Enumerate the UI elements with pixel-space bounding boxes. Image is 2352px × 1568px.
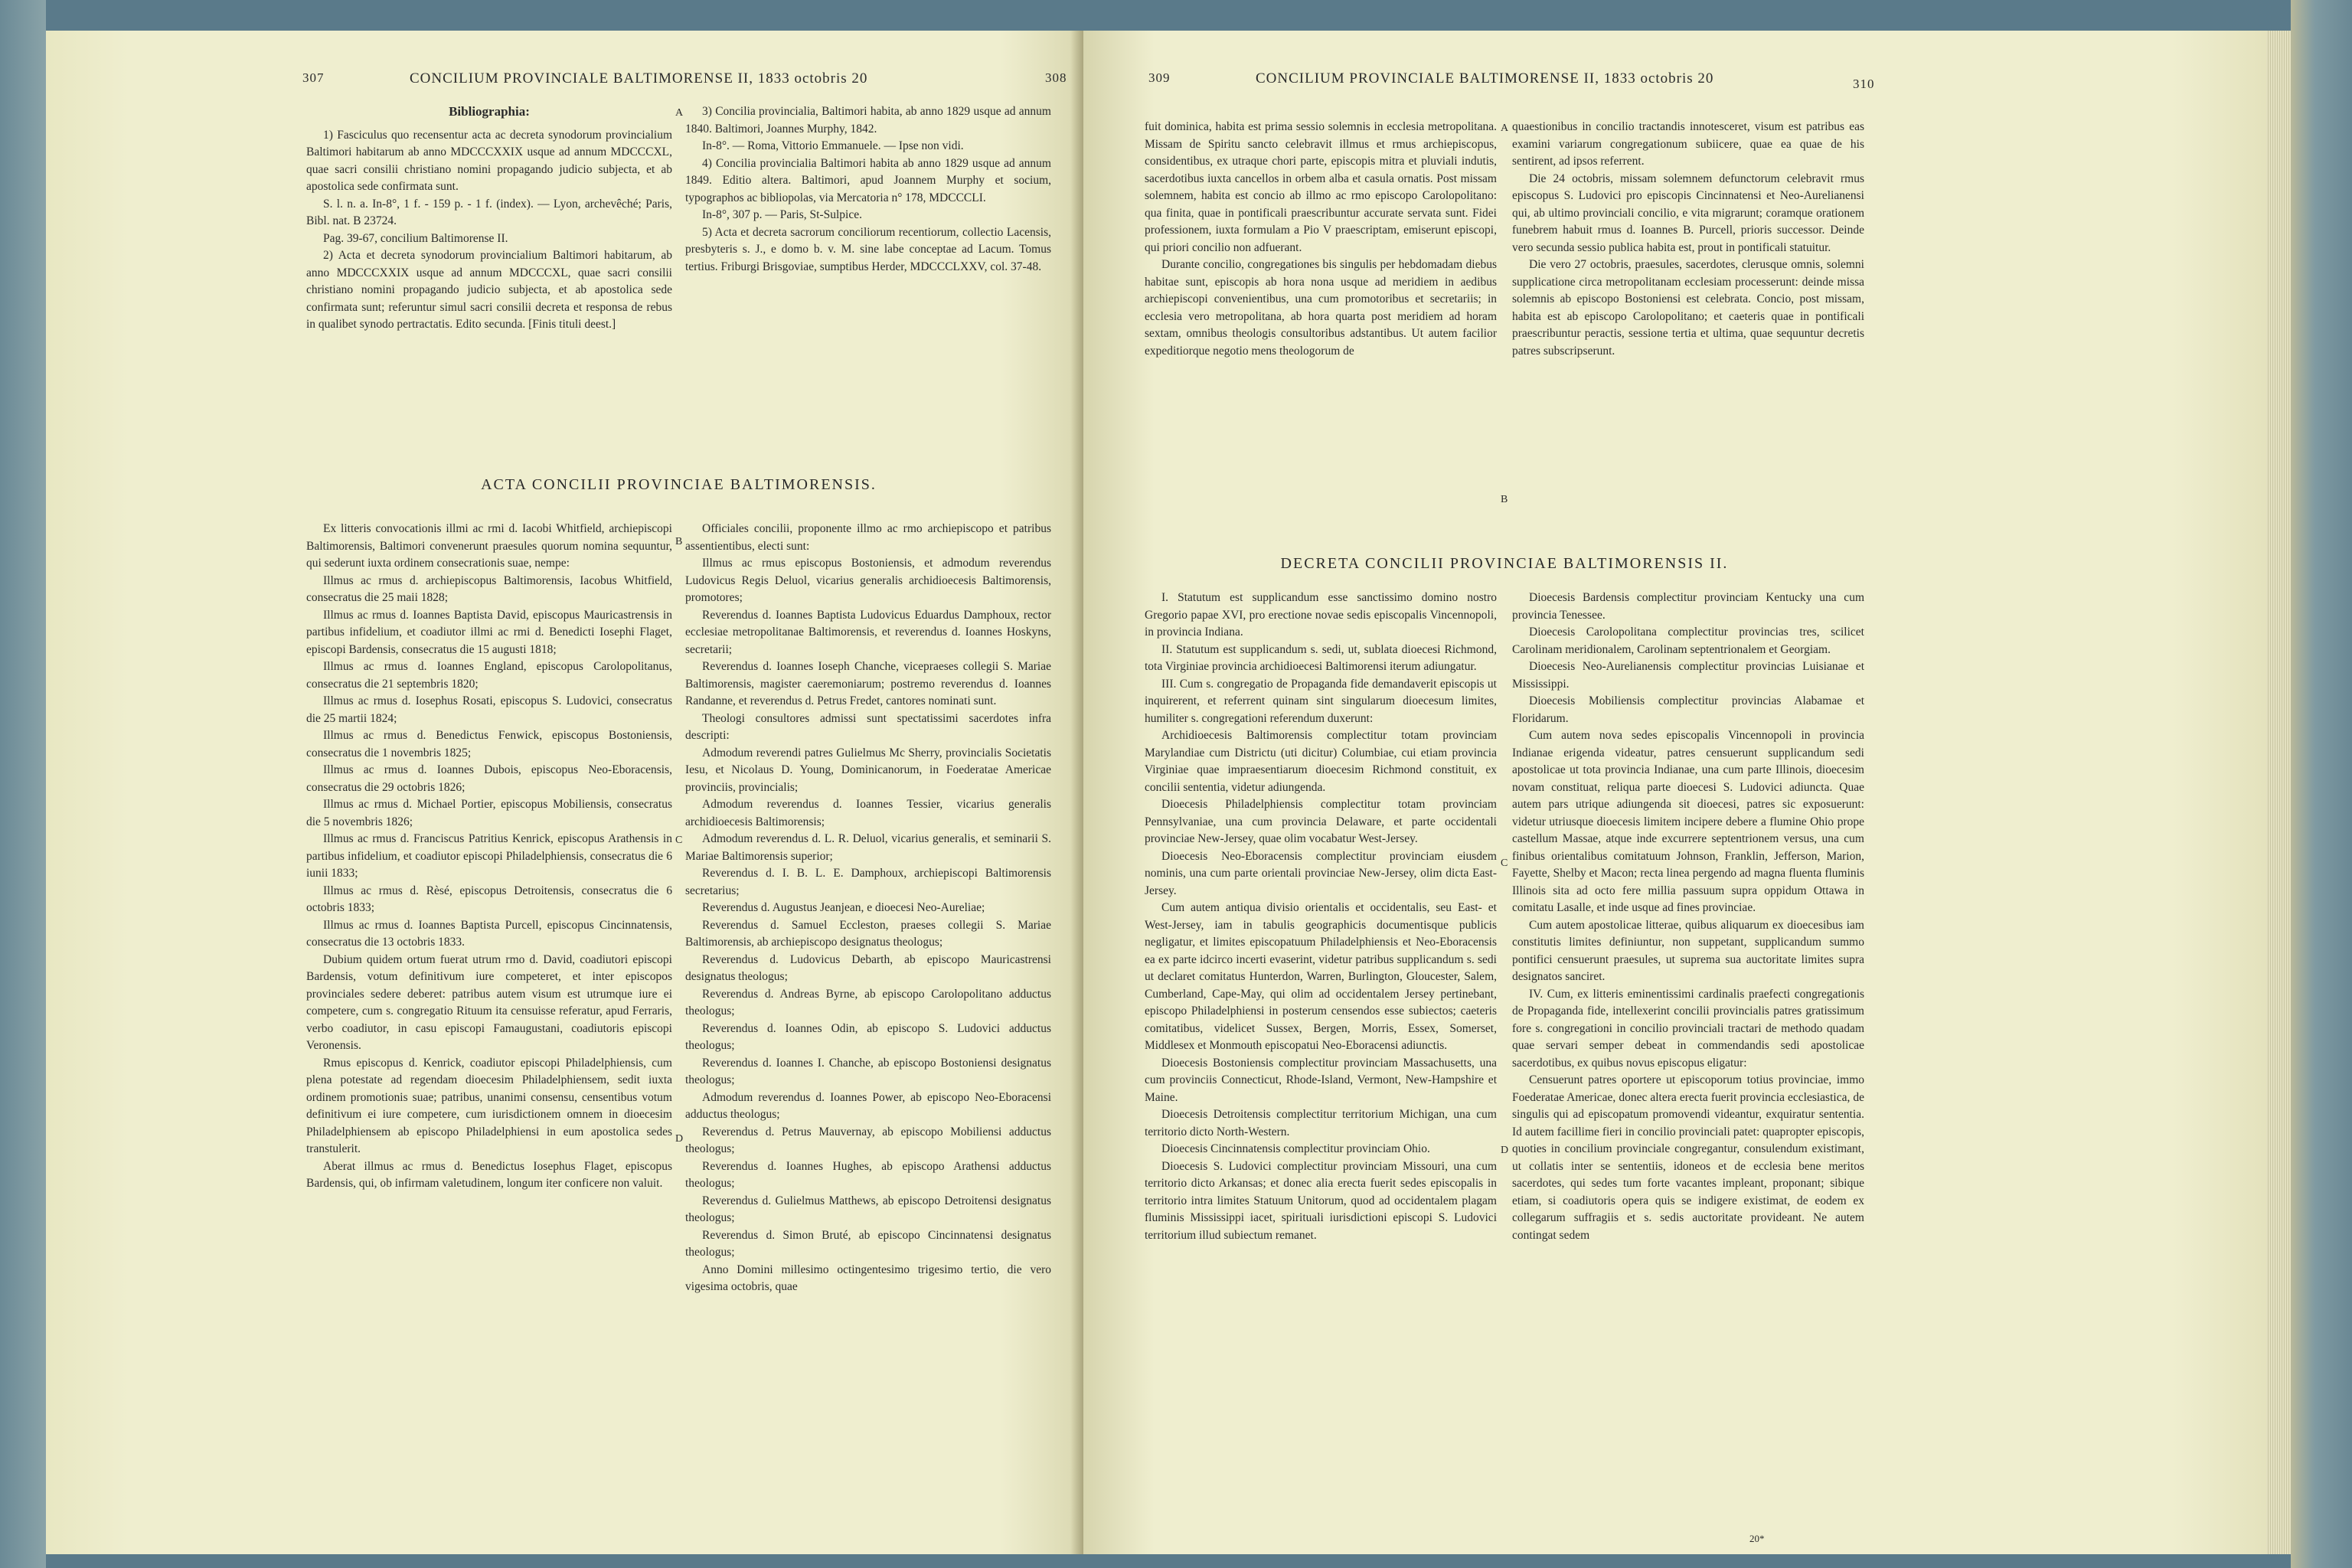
acta-paragraph: Admodum reverendi patres Gulielmus Mc Sherry, provincialis Societatis Iesu, et Nicolaus D. Young, Dominicanorum, in Foederatae Americae provinciis, provincialis; [685, 746, 1051, 794]
acta-column-1 [306, 521, 672, 1193]
margin-marker-a: A [1501, 122, 1509, 134]
decreta-column-1 [1145, 590, 1497, 1244]
session-column-1 [1145, 119, 1497, 360]
session-paragraph: Durante concilio, congregationes bis singulis per hebdomadam diebus habitae sunt, episcopis ab hora nona usque ad meridiem in aedibus archiepiscopi convenientibus, una cum promotoribus et secretariis; in ecclesia vero metropolitana, ab hora quarta post meridiem ad horam sextam, omnibus theologis consultoribus adstantibus. Ut autem facilior expeditiorque negotio mens theologorum de [1145, 258, 1497, 358]
session-paragraph: quaestionibus in concilio tractandis innotesceret, visum est patribus eas examini variarum congregationum subiicere, quae ea quae de his sentirent, ad ipsos referrent. [1512, 120, 1864, 168]
acta-paragraph: Reverendus d. Andreas Byrne, ab episcopo Carolopolitano adductus theologus; [685, 987, 1051, 1018]
acta-title: ACTA CONCILII PROVINCIAE BALTIMORENSIS. [481, 476, 877, 493]
decreta-paragraph: II. Statutum est supplicandum s. sedi, ut, sublata dioecesi Richmond, tota Virginiae provincia archidioecesi Baltimorensi iterum adiungatur. [1145, 642, 1497, 673]
margin-marker-c: C [675, 835, 683, 846]
decreta-paragraph: III. Cum s. congregatio de Propaganda fide demandaverit episcopis ut inquirerent, et referrent quinam sint singularum dioecesum limites, humiliter s. congregationi referendum duxerunt: [1145, 677, 1497, 725]
bibliography-column-2 [685, 103, 1051, 276]
acta-paragraph: Reverendus d. Ludovicus Debarth, ab episcopo Mauricastrensi designatus theologus; [685, 952, 1051, 983]
left-page [46, 31, 1083, 1554]
biblio-entry: Pag. 39-67, concilium Baltimorense II. [323, 231, 508, 245]
right-page [1083, 31, 2266, 1554]
background-left [0, 0, 46, 1568]
acta-paragraph: Theologi consultores admissi sunt spectatissimi sacerdotes infra descripti: [685, 711, 1051, 742]
bibliography-column-1 [306, 103, 672, 334]
acta-paragraph: Reverendus d. Ioannes Hughes, ab episcopo Arathensi adductus theologus; [685, 1159, 1051, 1190]
page-number-309: 309 [1148, 70, 1171, 85]
acta-paragraph: Reverendus d. Samuel Eccleston, praeses collegii S. Mariae Baltimorensis, ab archiepiscopo designatus theologus; [685, 918, 1051, 949]
acta-paragraph: Anno Domini millesimo octingentesimo trigesimo tertio, die vero vigesima octobris, quae [685, 1263, 1051, 1293]
acta-paragraph: Reverendus d. Simon Bruté, ab episcopo Cincinnatensi designatus theologus; [685, 1228, 1051, 1259]
decreta-paragraph: I. Statutum est supplicandum esse sanctissimo domino nostro Gregorio papae XVI, pro erectione novae sedis episcopalis Vincennopoli, in provincia Indiana. [1145, 591, 1497, 639]
margin-marker-d: D [675, 1133, 684, 1145]
session-paragraph: fuit dominica, habita est prima sessio solemnis in ecclesia metropolitana. Missam de Spiritu sancto celebravit illmus et rmus archiepiscopus, considentibus, ex utraque chori parte, episcopis mitra et pluviali indutis, sacerdotibus iuxta cancellos in orbem alba et casula ornatis. Post missam solemnem, habita est concio ab illmo ac rmo episcopo Carolopolitano: qua finita, quae in pontificali praescribuntur accurate servata sunt. Fidei professionem, iuxta formulam a Pio V praescriptam, emiserunt episcopi, qui priori concilio non adfuerant. [1145, 120, 1497, 254]
bibliography-heading: Bibliographia: [449, 104, 530, 119]
decreta-paragraph: Dioecesis Cincinnatensis complectitur provinciam Ohio. [1161, 1142, 1430, 1155]
acta-paragraph: Illmus ac rmus episcopus Bostoniensis, et admodum reverendus Ludovicus Regis Deluol, vicarius generalis archidioecesis Baltimorensis, promotores; [685, 557, 1051, 604]
acta-paragraph: Illmus ac rmus d. Ioannes Dubois, episcopus Neo-Eboracensis, consecratus die 29 octobris 1826; [306, 763, 672, 794]
decreta-column-2 [1512, 590, 1864, 1244]
acta-paragraph: Reverendus d. Ioannes Odin, ab episcopo S. Ludovici adductus theologus; [685, 1021, 1051, 1052]
decreta-paragraph: Dioecesis Carolopolitana complectitur provincias tres, scilicet Carolinam meridionalem, Carolinam septentrionalem et Georgiam. [1512, 626, 1864, 656]
decreta-paragraph: Censuerunt patres oportere ut episcoporum totius provinciae, immo Foederatae Americae, donec altera erecta fuerit provincia ecclesiastica, de singulis qui ad episcopatum promovendi videantur, exquiratur sententia. Id autem facillime fieri in concilio provinciali patet: quapropter episcopis, quoties in concilium provinciale congregantur, consulendum existimant, ut collatis inter se sententiis, idoneos et de ecclesia bene meritos sacerdotes, qui sedes tum forte vacantes impleant, proponant; sibique etiam, si coadiutoris opera quis se indigere existimat, de eodem ex collegarum suffragiis et s. sedis auctoritate provideant. Ne autem contingat sedem [1512, 1073, 1864, 1242]
acta-paragraph: Reverendus d. I. B. L. E. Damphoux, archiepiscopi Baltimorensis secretarius; [685, 867, 1051, 897]
acta-paragraph: Admodum reverendus d. Ioannes Tessier, vicarius generalis archidioecesis Baltimorensis; [685, 798, 1051, 828]
biblio-entry: S. l. n. a. In-8°, 1 f. - 159 p. - 1 f. (index). — Lyon, archevêché; Paris, Bibl. nat. B 23724. [306, 197, 672, 227]
acta-paragraph: Illmus ac rmus d. Rèsé, episcopus Detroitensis, consecratus die 6 octobris 1833; [306, 884, 672, 914]
margin-marker-b: B [675, 536, 683, 547]
left-running-head: CONCILIUM PROVINCIALE BALTIMORENSE II, 1833 octobris 20 [410, 70, 868, 87]
acta-paragraph: Admodum reverendus d. Ioannes Power, ab episcopo Neo-Eboracensi adductus theologus; [685, 1090, 1051, 1121]
acta-paragraph: Officiales concilii, proponente illmo ac rmo archiepiscopo et patribus assentientibus, electi sunt: [685, 522, 1051, 553]
acta-paragraph: Ex litteris convocationis illmi ac rmi d. Iacobi Whitfield, archiepiscopi Baltimorensis, Baltimori convenerunt praesules quorum nomina sequuntur, qui sederunt iuxta ordinem consecrationis suae, nempe: [306, 522, 672, 570]
page-number-308: 308 [1045, 70, 1067, 85]
acta-paragraph: Illmus ac rmus d. Ioannes England, episcopus Carolopolitanus, consecratus die 21 septembris 1820; [306, 660, 672, 691]
right-running-head: CONCILIUM PROVINCIALE BALTIMORENSE II, 1833 octobris 20 [1256, 70, 1714, 87]
session-column-2 [1512, 119, 1864, 360]
session-paragraph: Die vero 27 octobris, praesules, sacerdotes, clerusque omnis, solemni supplicatione circa metropolitanam ecclesiam processerunt: deinde missa solemnis ab episcopo Bostoniensi est celebrata. Concio, post missam, habita est ab episcopo Carolopolitano; et caeteris quae in pontificali praescribuntur peractis, sessione tertia et ultima, quae sequuntur decretis patres subscripserunt. [1512, 258, 1864, 358]
decreta-paragraph: Cum autem antiqua divisio orientalis et occidentalis, seu East- et West-Jersey, iam in tabulis geographicis documentisque publicis negligatur, et limites episcopatuum Philadelphiensis et Neo-Eboracensis ea ex parte idcirco incerti evaserint, videtur patribus supplicandum s. sedi ut declaret comitatus Hunterdon, Warren, Burlington, Gloucester, Salem, Cumberland, Cape-May, qui olim ad occidentalem Jersey pertinebant, episcopo Philadelphiensi in posterum censendos esse subiectos; caeteris comitatibus, videlicet Sussex, Bergen, Morris, Essex, Somerset, Middlesex et Monmouth episcopatui Neo-Eboracensi adiunctis. [1145, 901, 1497, 1052]
decreta-paragraph: Archidioecesis Baltimorensis complectitur totam provinciam Marylandiae cum Districtu (uti dicitur) Columbiae, cui etiam provincia Virginiae quae impraesentiarum dioecesim Richmond constituit, ex concilii sententia, videtur adiungenda. [1145, 729, 1497, 794]
decreta-paragraph: Dioecesis Philadelphiensis complectitur totam provinciam Pennsylvaniae, una cum provincia Delaware, et parte occidentali provinciae New-Jersey, quae olim vocabatur West-Jersey. [1145, 798, 1497, 845]
biblio-entry: 4) Concilia provincialia Baltimori habita ab anno 1829 usque ad annum 1849. Editio altera. Baltimori, apud Joannem Murphy et socium, typographos ac bibliopolas, via Mercatoria n° 178, MDCCCLI. [685, 156, 1051, 204]
acta-paragraph: Reverendus d. Ioannes I. Chanche, ab episcopo Bostoniensi designatus theologus; [685, 1056, 1051, 1086]
acta-paragraph: Reverendus d. Petrus Mauvernay, ab episcopo Mobiliensi adductus theologus; [685, 1125, 1051, 1155]
biblio-entry: In-8°, 307 p. — Paris, St-Sulpice. [702, 208, 862, 221]
decreta-paragraph: Dioecesis Bostoniensis complectitur provinciam Massachusetts, una cum provinciis Connecticut, Rhode-Island, Vermont, New-Hampshire et Maine. [1145, 1056, 1497, 1104]
biblio-entry: 1) Fasciculus quo recensentur acta ac decreta synodorum provincialium Baltimori habitarum ab anno MDCCCXXIX usque ad annum MDCCCXL, quae sacri consilii christiano nomini propagando judicio subjecta, et ab apostolica sede confirmata sunt. [306, 128, 672, 193]
biblio-entry: 3) Concilia provincialia, Baltimori habita, ab anno 1829 usque ad annum 1840. Baltimori, Joannes Murphy, 1842. [685, 105, 1051, 136]
biblio-entry: In-8°. — Roma, Vittorio Emmanuele. — Ipse non vidi. [702, 139, 964, 152]
decreta-paragraph: Dioecesis S. Ludovici complectitur provinciam Missouri, una cum territorio dicto Arkansas; et donec alia erecta fuerit sedes episcopalis in territorio intra limites Statuum Unitorum, quod ad occidentalem plagam fluminis Mississippi iacet, spirituali iurisdictioni episcopi S. Ludovici territorium illud subiectum remanet. [1145, 1159, 1497, 1242]
acta-paragraph: Admodum reverendus d. L. R. Deluol, vicarius generalis, et seminarii S. Mariae Baltimorensis superior; [685, 832, 1051, 863]
signature-mark: 20* [1749, 1533, 1765, 1544]
acta-paragraph: Reverendus d. Augustus Jeanjean, e dioecesi Neo-Aureliae; [702, 901, 985, 914]
margin-marker-b: B [1501, 494, 1508, 505]
acta-column-2 [685, 521, 1051, 1296]
decreta-paragraph: Cum autem apostolicae litterae, quibus aliquarum ex dioecesibus iam constitutis limites definiuntur, non suppetant, supplicandum summo pontifici censuerunt praesules, ut suprema sua auctoritate limites supra designatos sanciret. [1512, 918, 1864, 983]
margin-marker-a: A [675, 107, 684, 119]
acta-paragraph: Illmus ac rmus d. archiepiscopus Baltimorensis, Iacobus Whitfield, consecratus die 25 maii 1828; [306, 573, 672, 604]
biblio-entry: 2) Acta et decreta synodorum provincialium Baltimori habitarum, ab anno MDCCCXXIX usque ad annum MDCCCXL, quae sacri consilii christiano nomini propagando judicio subjecta, et ab apostolica sede confirmata sunt; referuntur simul sacri consilii decreta et responsa de rebus in qualibet synodo pertractatis. Edito secunda. [Finis tituli deest.] [306, 249, 672, 331]
acta-paragraph: Reverendus d. Ioannes Baptista Ludovicus Eduardus Damphoux, rector ecclesiae metropolitanae Baltimorensis, et reverendus d. Ioannes Hoskyns, secretarii; [685, 608, 1051, 656]
page-edges [2266, 31, 2291, 1554]
decreta-paragraph: Dioecesis Neo-Eboracensis complectitur provinciam eiusdem nominis, una cum parte orientali provinciae New-Jersey, olim dicta East-Jersey. [1145, 849, 1497, 897]
background-right [2291, 0, 2352, 1568]
acta-paragraph: Illmus ac rmus d. Ioannes Baptista Purcell, episcopus Cincinnatensis, consecratus die 13 octobris 1833. [306, 918, 672, 949]
acta-paragraph: Illmus ac rmus d. Ioannes Baptista David, episcopus Mauricastrensis in partibus infidelium, et coadiutor illmi ac rmi d. Benedicti Iosephi Flaget, episcopi Bardensis, consecratus die 15 augusti 1818; [306, 608, 672, 656]
decreta-paragraph: Dioecesis Mobiliensis complectitur provincias Alabamae et Floridarum. [1512, 694, 1864, 725]
acta-paragraph: Illmus ac rmus d. Benedictus Fenwick, episcopus Bostoniensis, consecratus die 1 novembris 1825; [306, 729, 672, 760]
acta-paragraph: Illmus ac rmus d. Iosephus Rosati, episcopus S. Ludovici, consecratus die 25 martii 1824; [306, 694, 672, 725]
decreta-paragraph: Dioecesis Neo-Aurelianensis complectitur provincias Luisianae et Mississippi. [1512, 660, 1864, 691]
page-number-310: 310 [1853, 77, 1875, 91]
acta-paragraph: Illmus ac rmus d. Michael Portier, episcopus Mobiliensis, consecratus die 5 novembris 1826; [306, 798, 672, 828]
decreta-paragraph: Dioecesis Detroitensis complectitur territorium Michigan, una cum territorio dicto North-Western. [1145, 1108, 1497, 1138]
decreta-paragraph: Cum autem nova sedes episcopalis Vincennopoli in provincia Indianae erigenda videatur, patres censuerunt supplicandum sedi apostolicae ut tota provincia Indianae, una cum parte Illinois, dioecesim novam constituat, reliqua parte dioecesi S. Ludovici adiuncta. Quae autem pars utrique adiungenda sit dioecesi, patres sic exposuerunt: videtur utriusque dioecesis limitem incipere debere a flumine Ohio prope castellum Massae, atque inde excurrere septentrionem versus, una cum finibus orientalibus comitatuum Johnson, Franklin, Jefferson, Marion, Fayette, Shelby et Macon; recta linea pergendo ad magna fluenta fluminis Illinois sita ad octo fere millia passuum supra oppidum Ottawa in comitatu Lasalle, et inde usque ad fines provinciae. [1512, 729, 1864, 914]
decreta-paragraph: IV. Cum, ex litteris eminentissimi cardinalis praefecti congregationis de Propaganda fide, intellexerint concilii provincialis patres gratissimum fore s. congregationi in concilio provinciali tractari de methodo quadam quae servari semper debeat in commendandis sedi apostolicae sacerdotibus, ex quibus novus episcopus eligatur: [1512, 987, 1864, 1070]
margin-marker-c: C [1501, 858, 1508, 869]
page-number-307: 307 [302, 70, 325, 85]
acta-paragraph: Illmus ac rmus d. Franciscus Patritius Kenrick, episcopus Arathensis in partibus infidelium, et coadiutor episcopi Philadelphiensis, consecratus die 6 iunii 1833; [306, 832, 672, 880]
session-paragraph: Die 24 octobris, missam solemnem defunctorum celebravit rmus episcopus S. Ludovici pro episcopis Cincinnatensi et Neo-Aurelianensi qui, ab ultimo provinciali concilio, e vita migrarunt; coramque orationem funebrem habuit rmus d. Ioannes B. Purcell, prioris successor. Deinde vero secunda sessio publica habita est, prout in pontificali statuitur. [1512, 172, 1864, 254]
decreta-paragraph: Dioecesis Bardensis complectitur provinciam Kentucky una cum provincia Tenessee. [1512, 591, 1864, 622]
acta-paragraph: Aberat illmus ac rmus d. Benedictus Iosephus Flaget, episcopus Bardensis, qui, ob infirmam valetudinem, longum iter conficere non valuit. [306, 1159, 672, 1190]
acta-paragraph: Reverendus d. Gulielmus Matthews, ab episcopo Detroitensi designatus theologus; [685, 1194, 1051, 1224]
biblio-entry: 5) Acta et decreta sacrorum conciliorum recentiorum, collectio Lacensis, presbyteris s. J., e domo b. v. M. sine labe conceptae ad Lacum. Tomus tertius. Friburgi Brisgoviae, sumptibus Herder, MDCCCLXXV, col. 37-48. [685, 225, 1051, 273]
decreta-title: DECRETA CONCILII PROVINCIAE BALTIMORENSIS II. [1280, 555, 1729, 572]
acta-paragraph: Rmus episcopus d. Kenrick, coadiutor episcopi Philadelphiensis, cum plena potestate ad regendam dioecesim Philadelphiensem, sedit iuxta ordinem promotionis suae; patribus, unanimi consensu, censentibus votum definitivum ei iure competere, cum iurisdictionem omnem in dioecesim Philadelphiensem ab episcopo Philadelphiensi in eum apostolica sedes transtulerit. [306, 1056, 672, 1155]
acta-paragraph: Dubium quidem ortum fuerat utrum rmo d. David, coadiutori episcopi Bardensis, votum definitivum iure competeret, et inter episcopos provinciales sedere deberet: patribus autem visum est utrumque iure ei competere, cum s. congregatio Rituum ita censuisse referatur, apud Ferraris, verbo coadiutor, in casu episcopi Famaugustani, coadiutoris episcopi Veronensis. [306, 952, 672, 1052]
acta-paragraph: Reverendus d. Ioannes Ioseph Chanche, vicepraeses collegii S. Mariae Baltimorensis, magister caeremoniarum; postremo reverendus d. Ioannes Randanne, et reverendus d. Petrus Fredet, cantores nominati sunt. [685, 660, 1051, 707]
margin-marker-d: D [1501, 1145, 1509, 1156]
